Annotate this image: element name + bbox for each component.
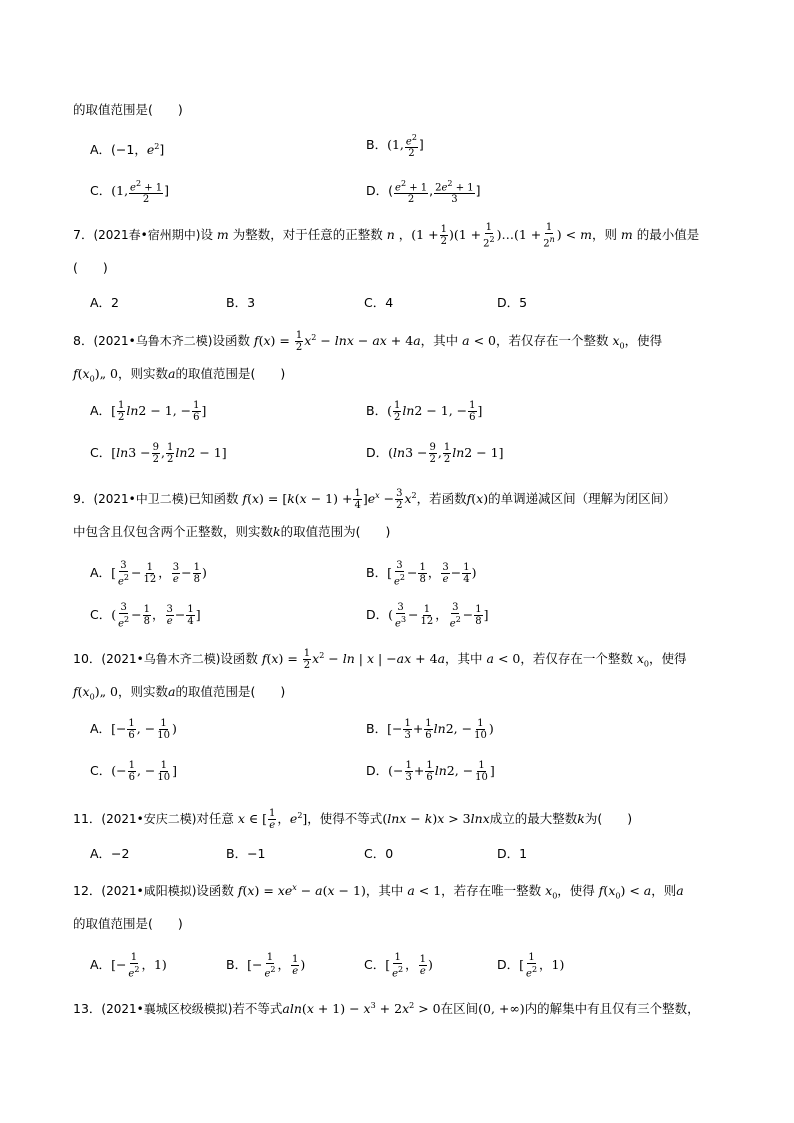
q8-stem-cont: $f(x_0)„$ 0，则实数a的取值范围是( ) <box>73 366 286 384</box>
q9-stem: 9．(2021•中卫二模)已知函数 f(x) = [k(x − 1) + $\frac{1}{4}$ ]$e^x$ − $\frac{3}{2}$ $x^2$，若函数f(x)的单调递减区间（理解为闭区间） <box>73 488 676 512</box>
q11-option-b: B．−1 <box>226 846 266 861</box>
q6-option-a: A．(−1，$e^2$] <box>90 142 165 158</box>
q10-option-b: B．[− $\frac{1}{3}$ + $\frac{1}{6}$ ln2, − $\frac{1}{10}$ ) <box>366 718 494 741</box>
q12-stem: 12．(2021•咸阳模拟)设函数 $f(x) = xe^x - a(x - 1)$，其中 a < 1，若存在唯一整数 $x_0$，使得 $f(x_0) < a$，则a <box>73 883 684 901</box>
q7-option-c: C．4 <box>364 295 394 310</box>
q11-option-d: D．1 <box>497 846 528 861</box>
q9-option-c: C．( $\frac{3}{e^2}$ − $\frac{1}{8}$ ， $\frac{3}{e}$ − $\frac{1}{4}$ ] <box>90 602 201 630</box>
q8-option-b: B．( $\frac{1}{2}$ ln2 − 1, − $\frac{1}{6}$ ] <box>366 400 483 423</box>
q10-stem: 10．(2021•乌鲁木齐二模)设函数 f(x) = $\frac{1}{2}$ $x^2 - \ln$ | x | −ax + 4a，其中 a < 0，若仅存在一个整数 $x_0$，使得 <box>73 648 687 672</box>
q9-stem-cont: 中包含且仅包含两个正整数，则实数k的取值范围为( ) <box>73 524 391 539</box>
q6-stem-tail: 的取值范围是( ) <box>73 102 183 117</box>
q8-option-d: D．(ln3 − $\frac{9}{2}$ , $\frac{1}{2}$ ln2 − 1] <box>366 442 504 465</box>
q12-option-c: C．[ $\frac{1}{e^2}$ ， $\frac{1}{e}$ ) <box>364 952 433 980</box>
q12-stem-cont: 的取值范围是( ) <box>73 916 183 931</box>
q11-option-c: C．0 <box>364 846 394 861</box>
q7-answer-paren: ( ) <box>73 260 108 275</box>
q10-stem-cont: $f(x_0)„$ 0，则实数a的取值范围是( ) <box>73 684 286 702</box>
q12-option-d: D．[ $\frac{1}{e^2}$ ，1) <box>497 952 565 980</box>
q12-option-a: A．[− $\frac{1}{e^2}$ ，1) <box>90 952 167 980</box>
q12-option-b: B．[− $\frac{1}{e^2}$ ， $\frac{1}{e}$ ) <box>226 952 306 980</box>
q8-stem: 8．(2021•乌鲁木齐二模)设函数 f(x) = $\frac{1}{2}$ $x^2 - \ln x$ − ax + 4a，其中 a < 0，若仅存在一个整数 $x_0$，使得 <box>73 330 663 354</box>
q6-option-b: B．(1, $\frac{e^2}{2}$ ] <box>366 133 424 160</box>
q7-stem: 7．(2021春•宿州期中)设 m 为整数，对于任意的正整数 n ，(1 + $\frac{1}{2}$ )(1 + $\frac{1}{2^2}$ )…(1 + $\frac{1}{2^n}$ ) < m，则 m 的最小值是 <box>73 222 700 250</box>
q11-option-a: A．−2 <box>90 846 130 861</box>
q7-option-b: B．3 <box>226 295 256 310</box>
q9-option-a: A．[ $\frac{3}{e^2}$ − $\frac{1}{12}$ ， $\frac{3}{e}$ − $\frac{1}{8}$ ) <box>90 560 207 588</box>
q8-option-a: A．[ $\frac{1}{2}$ ln2 − 1, − $\frac{1}{6}$ ] <box>90 400 207 423</box>
q10-option-c: C．(− $\frac{1}{6}$ , − $\frac{1}{10}$ ] <box>90 760 178 783</box>
q9-option-d: D．( $\frac{3}{e^3}$ − $\frac{1}{12}$ ， $\frac{3}{e^2}$ − $\frac{1}{8}$ ] <box>366 602 489 630</box>
q10-option-d: D．(− $\frac{1}{3}$ + $\frac{1}{6}$ ln2, − $\frac{1}{10}$ ] <box>366 760 495 783</box>
q13-stem: 13．(2021•襄城区校级模拟)若不等式$aln(x + 1) - x^3 + 2x^2 > 0$在区间(0, +∞)内的解集中有且仅有三个整数， <box>73 1001 700 1017</box>
q7-option-d: D．5 <box>497 295 528 310</box>
q10-option-a: A．[− $\frac{1}{6}$ , − $\frac{1}{10}$ ) <box>90 718 177 741</box>
q9-option-b: B．[ $\frac{3}{e^2}$ − $\frac{1}{8}$ ， $\frac{3}{e}$ − $\frac{1}{4}$ ) <box>366 560 477 588</box>
q8-option-c: C．[ln3 − $\frac{9}{2}$ , $\frac{1}{2}$ ln2 − 1] <box>90 442 227 465</box>
q11-stem: 11．(2021•安庆二模)对任意 x ∈ [ $\frac{1}{e}$ ，$e^2$]，使得不等式(lnx − k)x > 3lnx成立的最大整数k为( ) <box>73 808 633 832</box>
q7-option-a: A．2 <box>90 295 120 310</box>
q6-option-c: C．(1, $\frac{e^2 + 1}{2}$ ] <box>90 179 170 206</box>
q6-option-d: D．( $\frac{e^2 + 1}{2}$ , $\frac{2e^2 + 1}{3}$ ] <box>366 179 481 206</box>
